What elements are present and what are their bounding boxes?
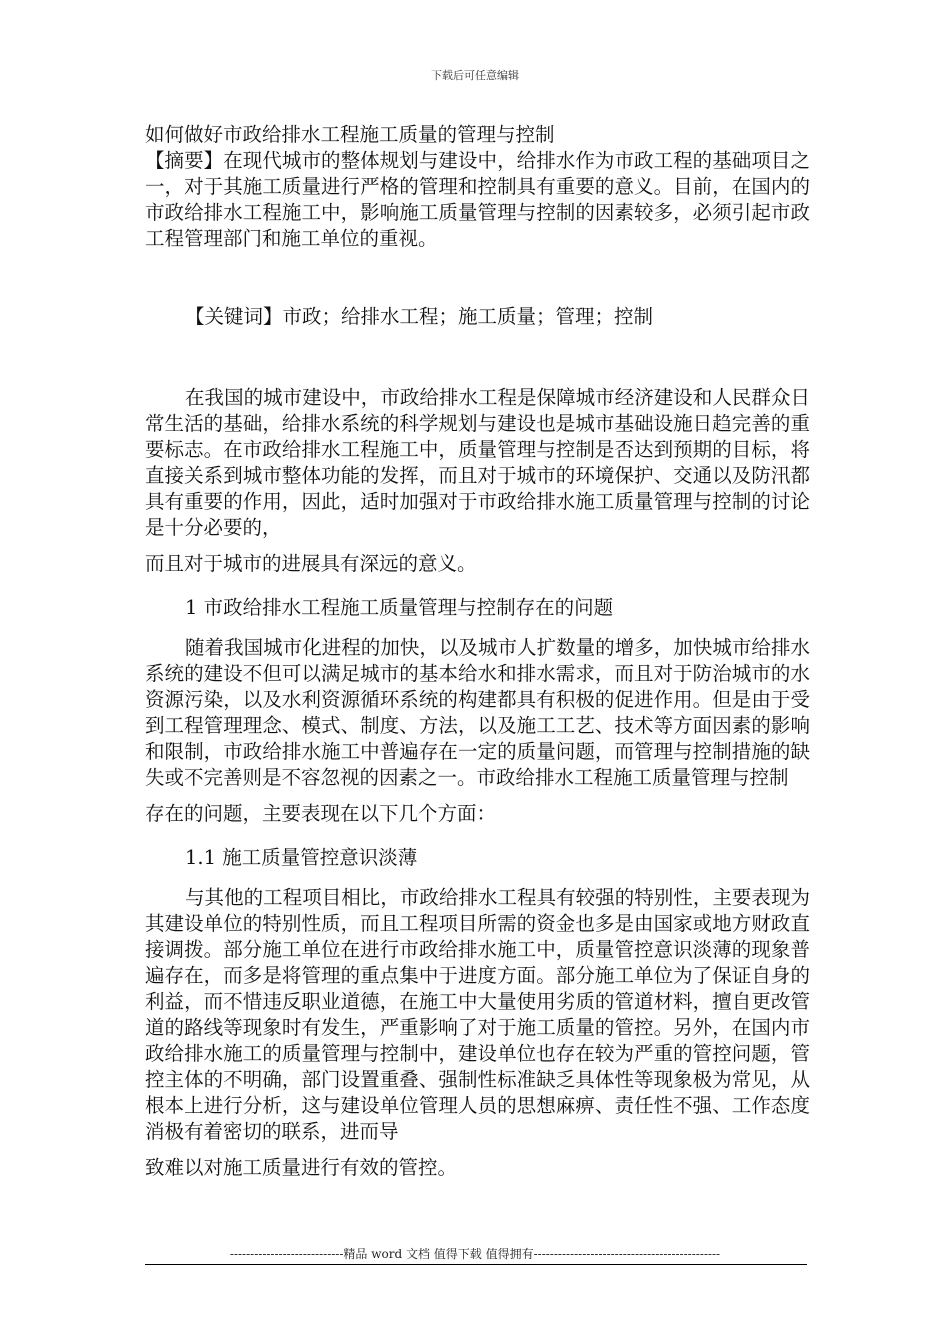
section-1-paragraph: 随着我国城市化进程的加快，以及城市人扩数量的增多，加快城市给排水系统的建设不但可以满足城市的基本给水和排水需求，而且对于防治城市的水资源污染，以及水利资源循环系统的构建都具有积极的促进作用。但是由于受到工程管理理念、模式、制度、方法，以及施工工艺、技术等方面因素的影响和限制，市政给排水施工中普遍存在一定的质量问题，而管理与控制措施的缺失或不完善则是不容忽视的因素之一。市政给排水工程施工质量管理与控制 — [145, 636, 810, 789]
section-1-1-paragraph-tail: 致难以对施工质量进行有效的管控。 — [145, 1156, 458, 1179]
keywords-line: 【关键词】市政；给排水工程；施工质量；管理；控制 — [185, 305, 654, 328]
intro-paragraph-tail: 而且对于城市的进展具有深远的意义。 — [145, 552, 477, 575]
document-body — [145, 122, 810, 1181]
header-note: 下载后可任意编辑 — [431, 69, 519, 82]
section-1-1-paragraph: 与其他的工程项目相比，市政给排水工程具有较强的特别性，主要表现为其建设单位的特别性质，而且工程项目所需的资金也多是由国家或地方财政直接调拨。部分施工单位在进行市政给排水施工中，质量管控意识淡薄的现象普遍存在，而多是将管理的重点集中于进度方面。部分施工单位为了保证自身的利益，而不惜违反职业道德，在施工中大量使用劣质的管道材料，擅自更改管道的路线等现象时有发生，严重影响了对于施工质量的管控。另外，在国内市政给排水施工的质量管理与控制中，建设单位也存在较为严重的管控问题，管控主体的不明确，部门设置重叠、强制性标准缺乏具体性等现象极为常见，从根本上进行分析，这与建设单位管理人员的思想麻痹、责任性不强、工作态度消极有着密切的联系，进而导 — [145, 886, 810, 1143]
section-1-heading: 1 市政给排水工程施工质量管理与控制存在的问题 — [185, 596, 614, 619]
abstract-paragraph: 【摘要】在现代城市的整体规划与建设中，给排水作为市政工程的基础项目之一，对于其施工质量进行严格的管理和控制具有重要的意义。目前，在国内的市政给排水工程施工中，影响施工质量管理与控制的因素较多，必须引起市政工程管理部门和施工单位的重视。 — [145, 149, 810, 250]
section-1-1-heading: 1.1 施工质量管控意识淡薄 — [185, 846, 418, 869]
footer-note: ----------------------------精品 word 文档 值得下载 值得拥有---------------------------------------------- — [229, 1247, 721, 1261]
document-title: 如何做好市政给排水工程施工质量的管理与控制 — [145, 123, 555, 146]
footer-rule — [145, 1264, 807, 1265]
intro-paragraph: 在我国的城市建设中，市政给排水工程是保障城市经济建设和人民群众日常生活的基础，给排水系统的科学规划与建设也是城市基础设施日趋完善的重要标志。在市政给排水工程施工中，质量管理与控制是否达到预期的目标，将直接关系到城市整体功能的发挥，而且对于城市的环境保护、交通以及防汛都具有重要的作用，因此，适时加强对于市政给排水施工质量管理与控制的讨论是十分必要的， — [145, 386, 810, 539]
section-1-paragraph-tail: 存在的问题，主要表现在以下几个方面： — [145, 802, 497, 825]
